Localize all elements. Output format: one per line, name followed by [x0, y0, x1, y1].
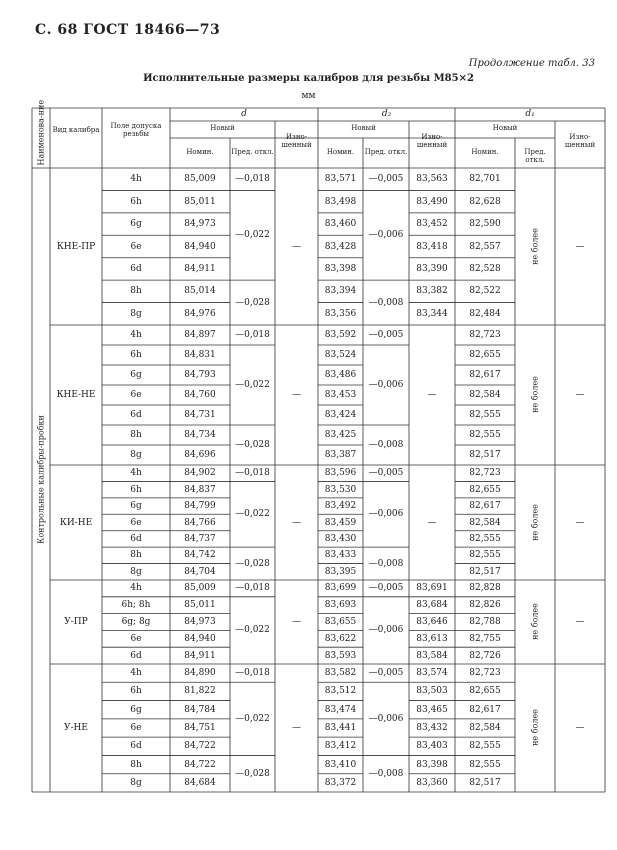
- d-nom-cell: 84,731: [184, 410, 216, 420]
- d2-nom-cell: 83,524: [324, 350, 357, 360]
- d2-worn-cell: 83,432: [416, 723, 448, 733]
- field-cell: 6e: [130, 723, 142, 733]
- d-nom-cell: 81,822: [184, 686, 216, 697]
- d-worn-dash: —: [292, 617, 301, 627]
- field-cell: 6e: [130, 517, 142, 528]
- d-nom-cell: 84,911: [184, 650, 216, 661]
- d1-nom-cell: 82,484: [469, 308, 501, 319]
- d2-nom-cell: 83,498: [324, 196, 357, 207]
- field-cell: 6h; 8h: [121, 600, 151, 611]
- d-dev-cell: —0,018: [235, 330, 270, 340]
- d1-nom-cell: 82,555: [469, 759, 501, 770]
- d-worn-dash: —: [292, 390, 301, 400]
- kind-0: КНЕ-ПР: [56, 241, 96, 252]
- d2-worn-cell: 83,418: [416, 241, 448, 252]
- field-cell: 4h: [130, 174, 142, 185]
- d-worn-dash: —: [292, 517, 301, 528]
- d-nom-cell: 85,009: [184, 583, 216, 594]
- d-nom-cell: 84,940: [184, 241, 216, 252]
- header-d-nom: Номин.: [186, 148, 214, 156]
- d-dev-cell: —0,018: [235, 468, 270, 479]
- d-dev-cell: —0,028: [235, 440, 270, 450]
- d1-worn-dash: —: [575, 517, 585, 528]
- d-nom-cell: 84,793: [184, 370, 216, 380]
- d-nom-cell: 84,799: [184, 501, 216, 512]
- d2-dev-cell: —0,005: [368, 468, 404, 479]
- d-nom-cell: 85,014: [184, 286, 216, 297]
- header-d: d: [241, 109, 247, 119]
- d2-nom-cell: 83,398: [324, 263, 357, 274]
- field-cell: 8h: [130, 430, 142, 440]
- d1-nom-cell: 82,555: [469, 533, 501, 544]
- d-dev-cell: —0,028: [235, 768, 270, 779]
- d1-worn-dash: —: [575, 617, 585, 627]
- field-cell: 6h: [130, 686, 142, 697]
- d-nom-cell: 84,911: [184, 263, 216, 274]
- d2-worn-cell: 83,490: [416, 196, 448, 207]
- header-d2-worn: Изно-шенный: [416, 133, 448, 149]
- d2-worn-cell: 83,344: [416, 308, 448, 319]
- field-cell: 8g: [130, 777, 142, 788]
- header-d1: d₁: [525, 109, 535, 119]
- kind-3: У-ПР: [64, 617, 88, 627]
- d-nom-cell: 84,940: [184, 633, 216, 644]
- field-cell: 4h: [130, 468, 142, 479]
- field-cell: 8g: [130, 308, 142, 319]
- field-cell: 6g; 8g: [121, 617, 151, 627]
- header-d2-new: Новый: [351, 124, 376, 132]
- d1-nom-cell: 82,517: [469, 450, 501, 460]
- d-dev-cell: —0,018: [235, 668, 270, 679]
- field-cell: 6d: [130, 741, 142, 752]
- d-nom-cell: 85,011: [184, 600, 216, 611]
- d1-nom-cell: 82,555: [469, 741, 501, 752]
- d1-nom-cell: 82,726: [469, 650, 501, 661]
- d2-nom-cell: 83,512: [324, 686, 357, 697]
- d-dev-cell: —0,018: [235, 174, 270, 185]
- d2-nom-cell: 83,410: [324, 759, 357, 770]
- header-d2: d₂: [381, 109, 392, 119]
- d2-nom-cell: 83,459: [324, 517, 357, 528]
- d2-nom-cell: 83,474: [324, 704, 357, 715]
- d1-nom-cell: 82,617: [469, 704, 501, 715]
- field-cell: 8g: [130, 450, 142, 460]
- d1-nom-cell: 82,584: [469, 390, 501, 400]
- d1-nom-cell: 82,723: [469, 468, 501, 479]
- d2-nom-cell: 83,571: [324, 174, 357, 185]
- d2-nom-cell: 83,492: [324, 501, 357, 512]
- d1-nom-cell: 82,617: [469, 501, 501, 512]
- d-nom-cell: 84,784: [184, 704, 216, 715]
- d-dev-cell: —0,022: [235, 713, 270, 724]
- d-nom-cell: 84,973: [184, 617, 216, 627]
- d2-worn-cell: 83,684: [416, 600, 448, 611]
- field-cell: 6h: [130, 484, 142, 495]
- field-cell: 6g: [130, 501, 142, 512]
- d-nom-cell: 84,890: [184, 668, 216, 679]
- field-cell: 6h: [130, 350, 142, 360]
- d-nom-cell: 84,766: [184, 517, 216, 528]
- field-cell: 8h: [130, 550, 142, 561]
- d2-nom-cell: 83,699: [324, 583, 357, 594]
- d2-dev-cell: —0,006: [368, 509, 404, 520]
- header-d2-nom: Номин.: [326, 148, 355, 156]
- d-nom-cell: 84,902: [184, 468, 216, 479]
- unit-label: мм: [301, 91, 316, 101]
- header-d2-pred: Пред. откл.: [364, 148, 408, 156]
- page-header: С. 68 ГОСТ 18466—73: [35, 22, 221, 38]
- d2-nom-cell: 83,693: [324, 600, 357, 611]
- field-cell: 6g: [130, 219, 142, 230]
- header-d-worn: Изно-шенный: [281, 133, 312, 149]
- d1-nom-cell: 82,655: [469, 484, 501, 495]
- d2-worn-cell: 83,465: [416, 704, 448, 715]
- header-d1-new: Новый: [492, 124, 518, 132]
- d2-worn-cell: 83,563: [416, 174, 448, 185]
- header-d1-worn: Изно-шенный: [564, 133, 596, 149]
- field-cell: 8g: [130, 566, 142, 577]
- d2-nom-cell: 83,596: [324, 468, 357, 479]
- d2-nom-cell: 83,430: [324, 533, 357, 544]
- d1-not-more: не более: [530, 227, 540, 265]
- d-nom-cell: 84,684: [184, 777, 216, 788]
- header-kind-column: Вид калибра: [52, 126, 100, 134]
- d2-nom-cell: 83,655: [324, 617, 357, 627]
- d-nom-cell: 84,722: [184, 741, 216, 752]
- field-cell: 6g: [130, 370, 142, 380]
- d2-dev-cell: —0,006: [368, 713, 404, 724]
- d1-nom-cell: 82,584: [469, 723, 501, 733]
- field-cell: 4h: [130, 668, 142, 679]
- d1-nom-cell: 82,517: [469, 566, 501, 577]
- d1-nom-cell: 82,522: [469, 286, 501, 297]
- table-continuation-note: Продолжение табл. 33: [468, 58, 595, 69]
- field-cell: 4h: [130, 330, 142, 340]
- d1-nom-cell: 82,555: [469, 550, 501, 561]
- field-cell: 4h: [130, 583, 142, 594]
- section-label: Контрольные калибры-пробки: [36, 415, 46, 544]
- header-d-pred: Пред. откл.: [231, 148, 274, 156]
- d2-nom-cell: 83,372: [324, 777, 357, 788]
- field-cell: 6e: [130, 390, 142, 400]
- d-dev-cell: —0,022: [235, 230, 270, 241]
- d2-nom-cell: 83,460: [324, 219, 357, 230]
- d2-nom-cell: 83,428: [324, 241, 357, 252]
- d1-nom-cell: 82,617: [469, 370, 501, 380]
- d2-worn-cell: 83,574: [416, 668, 448, 679]
- d2-dev-cell: —0,005: [368, 174, 404, 185]
- d-nom-cell: 84,722: [184, 759, 216, 770]
- field-cell: 6d: [130, 410, 142, 420]
- d-nom-cell: 84,973: [184, 219, 216, 230]
- d2-worn-cell: 83,584: [416, 650, 448, 661]
- field-cell: 6e: [130, 241, 142, 252]
- d2-nom-cell: 83,530: [324, 484, 357, 495]
- d-nom-cell: 84,976: [184, 308, 216, 319]
- d2-dev-cell: —0,006: [368, 230, 404, 241]
- d2-dev-cell: —0,005: [368, 668, 404, 679]
- d1-worn-dash: —: [575, 241, 585, 252]
- field-cell: 8h: [130, 759, 142, 770]
- d1-worn-dash: —: [575, 723, 585, 733]
- d2-nom-cell: 83,387: [324, 450, 357, 460]
- d1-not-more: не более: [530, 503, 540, 541]
- d1-nom-cell: 82,517: [469, 777, 501, 788]
- field-cell: 8h: [130, 286, 142, 297]
- d2-nom-cell: 83,433: [324, 550, 357, 561]
- field-cell: 6e: [130, 633, 142, 644]
- d1-nom-cell: 82,723: [469, 330, 501, 340]
- d-worn-dash: —: [292, 241, 301, 252]
- d1-nom-cell: 82,701: [469, 174, 501, 185]
- d2-nom-cell: 83,394: [324, 286, 357, 297]
- kind-4: У-НЕ: [64, 723, 88, 733]
- kind-2: КИ-НЕ: [59, 517, 93, 528]
- d2-nom-cell: 83,395: [324, 566, 357, 577]
- d2-nom-cell: 83,453: [324, 390, 357, 400]
- d1-nom-cell: 82,557: [469, 241, 501, 252]
- field-cell: 6g: [130, 704, 142, 715]
- d1-nom-cell: 82,584: [469, 517, 501, 528]
- d2-dev-cell: —0,008: [368, 297, 404, 308]
- d-nom-cell: 84,837: [184, 484, 216, 495]
- d-dev-cell: —0,028: [235, 297, 270, 308]
- d-dev-cell: —0,022: [235, 625, 270, 636]
- kind-1: КНЕ-НЕ: [56, 390, 96, 400]
- d1-nom-cell: 82,723: [469, 668, 501, 679]
- d-worn-dash: —: [292, 723, 301, 733]
- d-dev-cell: —0,022: [235, 509, 270, 520]
- d-nom-cell: 84,704: [184, 566, 216, 577]
- d-dev-cell: —0,028: [235, 558, 270, 569]
- d-nom-cell: 84,760: [184, 390, 216, 400]
- d-nom-cell: 85,011: [184, 196, 216, 207]
- d2-nom-cell: 83,592: [324, 330, 357, 340]
- d1-nom-cell: 82,655: [469, 686, 501, 697]
- d2-worn-cell: 83,382: [416, 286, 448, 297]
- field-cell: 6d: [130, 263, 142, 274]
- d2-dev-cell: —0,005: [368, 583, 404, 594]
- d1-nom-cell: 82,528: [469, 263, 501, 274]
- d2-nom-cell: 83,622: [324, 633, 357, 644]
- d2-worn-cell: 83,403: [416, 741, 448, 752]
- d2-worn-cell: 83,398: [416, 759, 448, 770]
- header-d1-pred: Пред. откл.: [524, 148, 546, 164]
- d-nom-cell: 84,742: [184, 550, 216, 561]
- d2-dev-cell: —0,008: [368, 768, 404, 779]
- field-cell: 6d: [130, 650, 142, 661]
- header-field-column: Поле допуска резьбы: [110, 122, 162, 138]
- d2-nom-cell: 83,593: [324, 650, 357, 661]
- d2-worn-dash: —: [427, 517, 437, 528]
- d-nom-cell: 85,009: [184, 174, 216, 185]
- d2-nom-cell: 83,356: [324, 308, 357, 319]
- d2-dev-cell: —0,008: [368, 558, 404, 569]
- d2-worn-cell: 83,646: [416, 617, 448, 627]
- d2-worn-dash: —: [427, 390, 437, 400]
- d2-dev-cell: —0,006: [368, 625, 404, 636]
- d1-nom-cell: 82,655: [469, 350, 501, 360]
- d2-worn-cell: 83,390: [416, 263, 448, 274]
- d2-nom-cell: 83,441: [324, 723, 357, 733]
- d2-nom-cell: 83,582: [324, 668, 357, 679]
- table-title: Исполнительные размеры калибров для резьбы М85×2: [143, 73, 474, 84]
- d2-dev-cell: —0,006: [368, 380, 404, 390]
- d2-nom-cell: 83,486: [324, 370, 357, 380]
- header-name-column: Наименова-ние: [36, 99, 46, 166]
- d1-not-more: не более: [530, 603, 540, 640]
- d1-nom-cell: 82,755: [469, 633, 501, 644]
- d2-worn-cell: 83,452: [416, 219, 448, 230]
- d2-dev-cell: —0,008: [368, 440, 404, 450]
- d-nom-cell: 84,897: [184, 330, 216, 340]
- d1-not-more: не более: [530, 709, 540, 746]
- d1-nom-cell: 82,826: [469, 600, 501, 611]
- d1-nom-cell: 82,555: [469, 430, 501, 440]
- d2-worn-cell: 83,360: [416, 777, 448, 788]
- d2-nom-cell: 83,424: [324, 410, 357, 420]
- d1-nom-cell: 82,555: [469, 410, 501, 420]
- d2-nom-cell: 83,412: [324, 741, 357, 752]
- d-nom-cell: 84,696: [184, 450, 216, 460]
- d2-worn-cell: 83,613: [416, 633, 448, 644]
- d-dev-cell: —0,022: [235, 380, 270, 390]
- d1-nom-cell: 82,628: [469, 196, 501, 207]
- d1-nom-cell: 82,828: [469, 583, 501, 594]
- d-nom-cell: 84,831: [184, 350, 216, 360]
- field-cell: 6d: [130, 533, 142, 544]
- d1-not-more: не более: [530, 376, 540, 413]
- d-dev-cell: —0,018: [235, 583, 270, 594]
- d-nom-cell: 84,737: [184, 533, 216, 544]
- header-d-new: Новый: [210, 124, 235, 132]
- d2-worn-cell: 83,691: [416, 583, 448, 594]
- d1-worn-dash: —: [575, 390, 585, 400]
- d1-nom-cell: 82,590: [469, 219, 501, 230]
- d2-dev-cell: —0,005: [368, 330, 404, 340]
- d-nom-cell: 84,734: [184, 430, 216, 440]
- field-cell: 6h: [130, 196, 142, 207]
- header-d1-nom: Номин.: [471, 148, 499, 156]
- d2-worn-cell: 83,503: [416, 686, 448, 697]
- d-nom-cell: 84,751: [184, 723, 216, 733]
- d2-nom-cell: 83,425: [324, 430, 357, 440]
- d1-nom-cell: 82,788: [469, 617, 501, 627]
